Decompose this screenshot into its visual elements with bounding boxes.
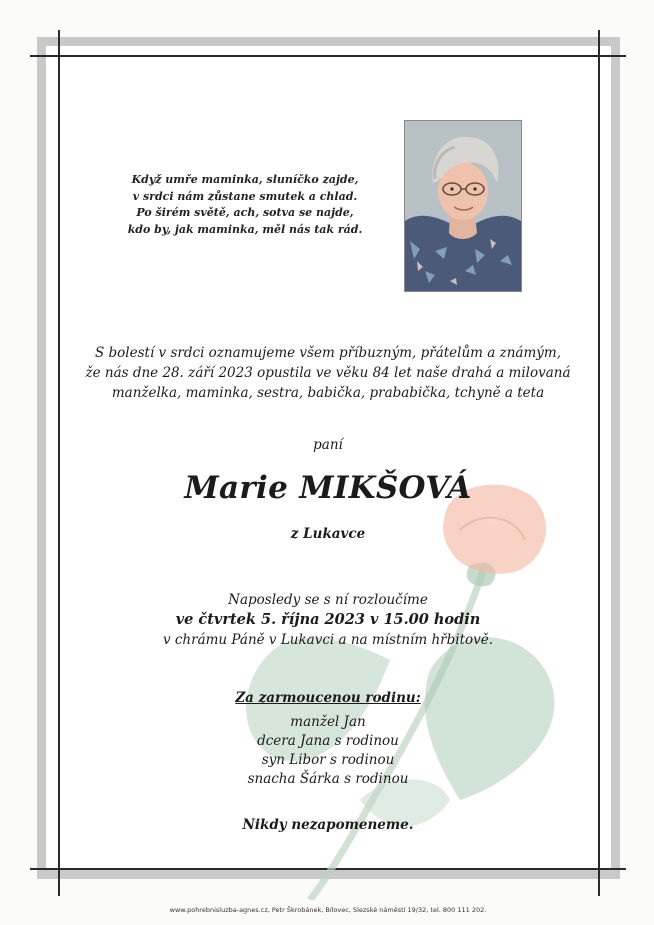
portrait-illustration: [405, 121, 521, 291]
portrait-photo: [404, 120, 522, 292]
announcement-line: S bolestí v srdci oznamujeme všem příbuzným, přátelům a známým,: [94, 345, 561, 361]
poem-line: Když umře maminka, sluníčko zajde,: [131, 173, 359, 186]
funeral-info: [60, 590, 596, 650]
funeral-date: ve čtvrtek 5. října 2023 v 15.00 hodin: [175, 611, 481, 628]
poem-line: v srdci nám zůstane smutek a chlad.: [132, 189, 358, 203]
footer-contact: www.pohrebnisluzba-agnes.cz, Petr Škrobánek, Bílovec, Slezské náměstí 19/32, tel. 800 111 202.: [169, 906, 487, 914]
family-member: manžel Jan: [290, 714, 366, 730]
closing-phrase: Nikdy nezapomeneme.: [242, 817, 414, 833]
family-member: dcera Jana s rodinou: [257, 733, 399, 749]
origin-place: z Lukavce: [290, 526, 366, 542]
title-word: paní: [313, 437, 343, 453]
funeral-intro: Naposledy se s ní rozloučíme: [228, 592, 428, 608]
family-heading: Za zarmoucenou rodinu:: [235, 690, 421, 706]
family-member: snacha Šárka s rodinou: [247, 771, 409, 787]
poem-line: kdo by, jak maminka, měl nás tak rád.: [127, 222, 363, 236]
announcement-text: [60, 343, 596, 403]
memorial-poem: [120, 172, 370, 238]
deceased-name: Marie MIKŠOVÁ: [184, 470, 472, 506]
poem-line: Po širém světě, ach, sotva se najde,: [136, 206, 354, 219]
family-list: [60, 713, 596, 789]
family-member: syn Libor s rodinou: [261, 752, 395, 768]
announcement-line: manželka, maminka, sestra, babička, prababička, tchyně a teta: [111, 385, 545, 401]
funeral-place: v chrámu Páně v Lukavci a na místním hřbitově.: [162, 632, 494, 648]
announcement-line: že nás dne 28. září 2023 opustila ve věku 84 let naše drahá a milovaná: [85, 365, 571, 381]
top-border-line: [30, 55, 626, 57]
